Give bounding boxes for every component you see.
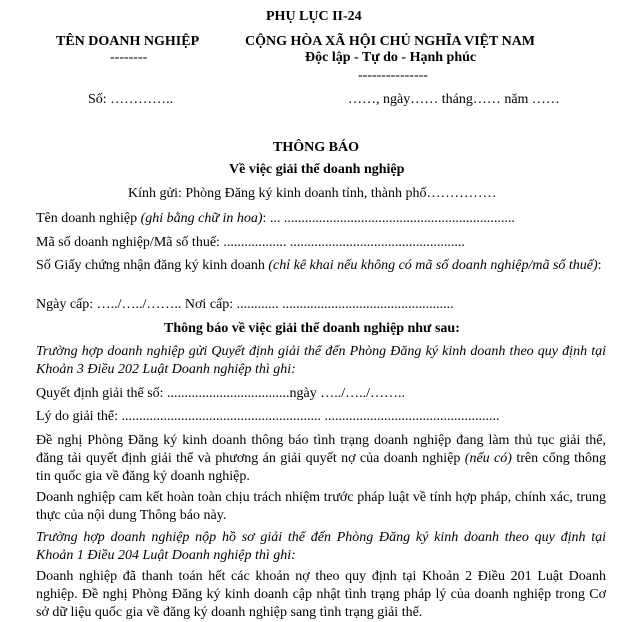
tax-code-line: Mã số doanh nghiệp/Mã số thuế: .................. .................................................. (36, 235, 465, 250)
decision-line: Quyết định giải thể số: ...................................ngày …../…../…….. (36, 386, 406, 401)
request-part2: trên cổng thông tin quốc gia về đăng ký doanh nghiệp. (36, 451, 606, 484)
issue-date-line: Ngày cấp: …../…../…….. Nơi cấp: ............ ................................................. (36, 297, 454, 312)
request-part1: Đề nghị Phòng Đăng ký kinh doanh thông báo tình trạng doanh nghiệp đang làm thủ tục giải thể, đăng tải quyết định giải thể và phương án giải quyết nợ của doanh nghiệp (36, 433, 606, 466)
company-dash: -------- (110, 50, 148, 65)
case1-note: Trường hợp doanh nghiệp gửi Quyết định giải thể đến Phòng Đăng ký kinh doanh theo quy định tại Khoản 3 Điều 202 Luật Doanh nghiệp thì ghi: (36, 344, 606, 377)
request-hint: (nếu có) (464, 451, 512, 466)
document-subtitle: Về việc giải thể doanh nghiệp (229, 162, 405, 177)
commitment-paragraph: Doanh nghiệp cam kết hoàn toàn chịu trách nhiệm trước pháp luật về tính hợp pháp, chính xác, trung thực của nội dung Thông báo này. (36, 490, 606, 523)
document-title: THÔNG BÁO (273, 140, 359, 155)
company-name-label: Tên doanh nghiệp (36, 211, 141, 226)
certificate-end: : (597, 258, 602, 273)
certificate-line (36, 257, 606, 275)
reason-line: Lý do giải thể: ......................................................... .................................................. (36, 409, 500, 424)
debts-paid-paragraph: Doanh nghiệp đã thanh toán hết các khoản nợ theo quy định tại Khoản 2 Điều 201 Luật Doanh nghiệp. Đề nghị Phòng Đăng ký kinh doanh cập nhật tình trạng pháp lý của doanh nghiệp trong Cơ sở dữ liệu quốc gia về đăng ký doanh nghiệp sang tình trạng giải thể. (36, 569, 606, 620)
document-date: ……, ngày…… tháng…… năm …… (348, 92, 560, 107)
certificate-label: Số Giấy chứng nhận đăng ký kinh doanh (36, 258, 269, 273)
company-name-line (36, 210, 515, 228)
recipient-line: Kính gửi: Phòng Đăng ký kinh doanh tỉnh, thành phố…………… (128, 186, 497, 201)
request-paragraph (36, 432, 606, 486)
certificate-hint: (chỉ kê khai nếu không có mã số doanh nghiệp/mã số thuế) (268, 258, 598, 273)
document-number: Số: ………….. (88, 92, 174, 107)
motto-dash: --------------- (358, 68, 428, 83)
company-label: TÊN DOANH NGHIỆP (56, 34, 200, 49)
nation-title: CỘNG HÒA XÃ HỘI CHỦ NGHĨA VIỆT NAM (245, 34, 536, 49)
company-name-dots: : ... .................................................................. (262, 211, 515, 226)
motto: Độc lập - Tự do - Hạnh phúc (305, 50, 477, 65)
appendix-label: PHỤ LỤC II-24 (266, 9, 362, 24)
section-heading: Thông báo về việc giải thể doanh nghiệp như sau: (164, 321, 460, 336)
case2-note: Trường hợp doanh nghiệp nộp hồ sơ giải thể đến Phòng Đăng ký kinh doanh theo quy định tại Khoản 1 Điều 204 Luật Doanh nghiệp thì ghi: (36, 530, 606, 563)
company-name-hint: (ghi bằng chữ in hoa) (140, 211, 263, 226)
